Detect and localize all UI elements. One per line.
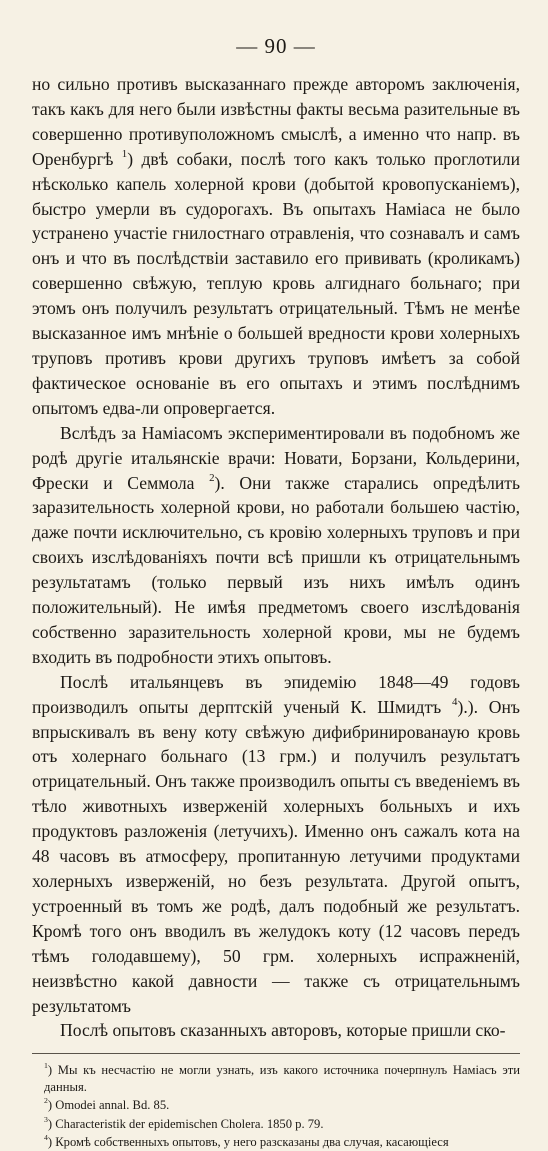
footnote-text: ) Мы къ несчастію не могли узнать, изъ какого источника почерпнулъ Наміасъ эти данныя. — [44, 1063, 520, 1094]
footnote-number: 4 — [44, 1133, 48, 1143]
footnote-number: 1 — [44, 1061, 48, 1071]
footnote-number: 3 — [44, 1114, 48, 1124]
paragraph-text: ). — [457, 696, 468, 717]
footnote-text: ) Characteristik der epidemischen Cholera. 1850 p. 79. — [47, 1116, 324, 1131]
paragraph-continuation — [32, 72, 520, 421]
footnote-text: ) Omodei annal. Bd. 85. — [47, 1098, 170, 1113]
paragraph-text: Вслѣдъ за Наміасомъ экспериментировали въ подобномъ же родѣ другіе итальянскіе врачи: Новати, Борзани, Кольдерини, Фрески и Семмола — [32, 422, 520, 493]
paragraph-text: ) двѣ собаки, послѣ того какъ только проглотили нѣсколько капель холерной крови (добытой кровопусканіемъ), быстро умерли въ судорогахъ. Въ опытахъ Наміаса не было устранено участіе гнилостнаго отравленія, что сознавалъ и самъ онъ и что въ послѣдствіи заставило его прививать (кроликамъ) совершенно свѣжую, теплую кровь алгиднаго больнаго; при этомъ онъ получилъ результатъ отрицательный. Тѣмъ не менѣе высказанное имъ мнѣніе о большей вредности крови холерныхъ труповъ противъ крови другихъ труповъ имѣетъ за собой фактическое основаніе въ его опытахъ и этимъ послѣднимъ опытомъ едва-ли опровергается. — [32, 148, 520, 418]
footnotes — [32, 1062, 520, 1151]
footnote — [32, 1097, 520, 1114]
footnote — [32, 1116, 520, 1133]
paragraph — [32, 421, 520, 670]
footnote-text: ) Кромѣ собственныхъ опытовъ, у него разсказаны два случая, касающіеся — [47, 1135, 449, 1150]
footnote-number: 2 — [44, 1096, 48, 1106]
paragraph-text: но сильно противъ высказаннаго прежде авторомъ заключенія, такъ какъ для него были извѣстны факты весьма разительные въ совершенно противуположномъ смыслѣ, а именно что напр. въ Оренбургѣ — [32, 74, 520, 169]
paragraph-text: Послѣ итальянцевъ въ эпидемію 1848—49 годовъ производилъ опыты дерптскій ученый К. Шмидтъ — [32, 671, 520, 717]
footnote — [32, 1062, 520, 1095]
footnote-divider — [32, 1053, 520, 1054]
paragraph-text: Послѣ опытовъ сказанныхъ авторовъ, которые пришли ско- — [60, 1020, 506, 1041]
footnote — [32, 1134, 520, 1151]
paragraph-text: ). Они также старались опредѣлить заразительность холерной крови, но работали большею частію, даже почти исключительно, съ кровію холерныхъ труповъ и при своихъ изслѣдованіяхъ почти всѣ пришли къ отрицательнымъ результатамъ (только первый изъ нихъ имѣлъ одинъ положительный). Не имѣя предметомъ своего изслѣдованія собственно заразительность холерной крови, мы не будемъ входить въ подробности этихъ опытовъ. — [32, 472, 520, 667]
footnote-ref[interactable]: 1 — [121, 147, 128, 160]
footnote-ref[interactable]: 2 — [209, 471, 215, 484]
paragraph-text: ). Онъ впрыскивалъ въ вену коту свѣжую дифибринированаую кровь отъ холернаго больнаго (13 грм.) и получилъ результатъ отрицательный. Онъ также производилъ опыты съ введеніемъ въ тѣло животныхъ изверженій холерныхъ больныхъ и ихъ продуктовъ разложенія (летучихъ). Именно онъ сажалъ кота на 48 часовъ въ атмосферу, пропитанную летучими продуктами холерныхъ изверженій, но безъ результата. Другой опытъ, устроенный въ томъ же родѣ, далъ подобный же результатъ. Кромѣ того онъ вводилъ въ желудокъ коту (12 часовъ передъ тѣмъ голодавшему), 50 грм. холерныхъ испражненій, неизвѣстно какой давности — также съ отрицательнымъ результатомъ — [32, 696, 521, 1016]
paragraph — [32, 670, 520, 1019]
page-number: — 90 — — [236, 34, 316, 58]
paragraph — [32, 1018, 520, 1043]
footnote-ref[interactable]: 4 — [452, 695, 458, 708]
body-text — [32, 72, 520, 1043]
